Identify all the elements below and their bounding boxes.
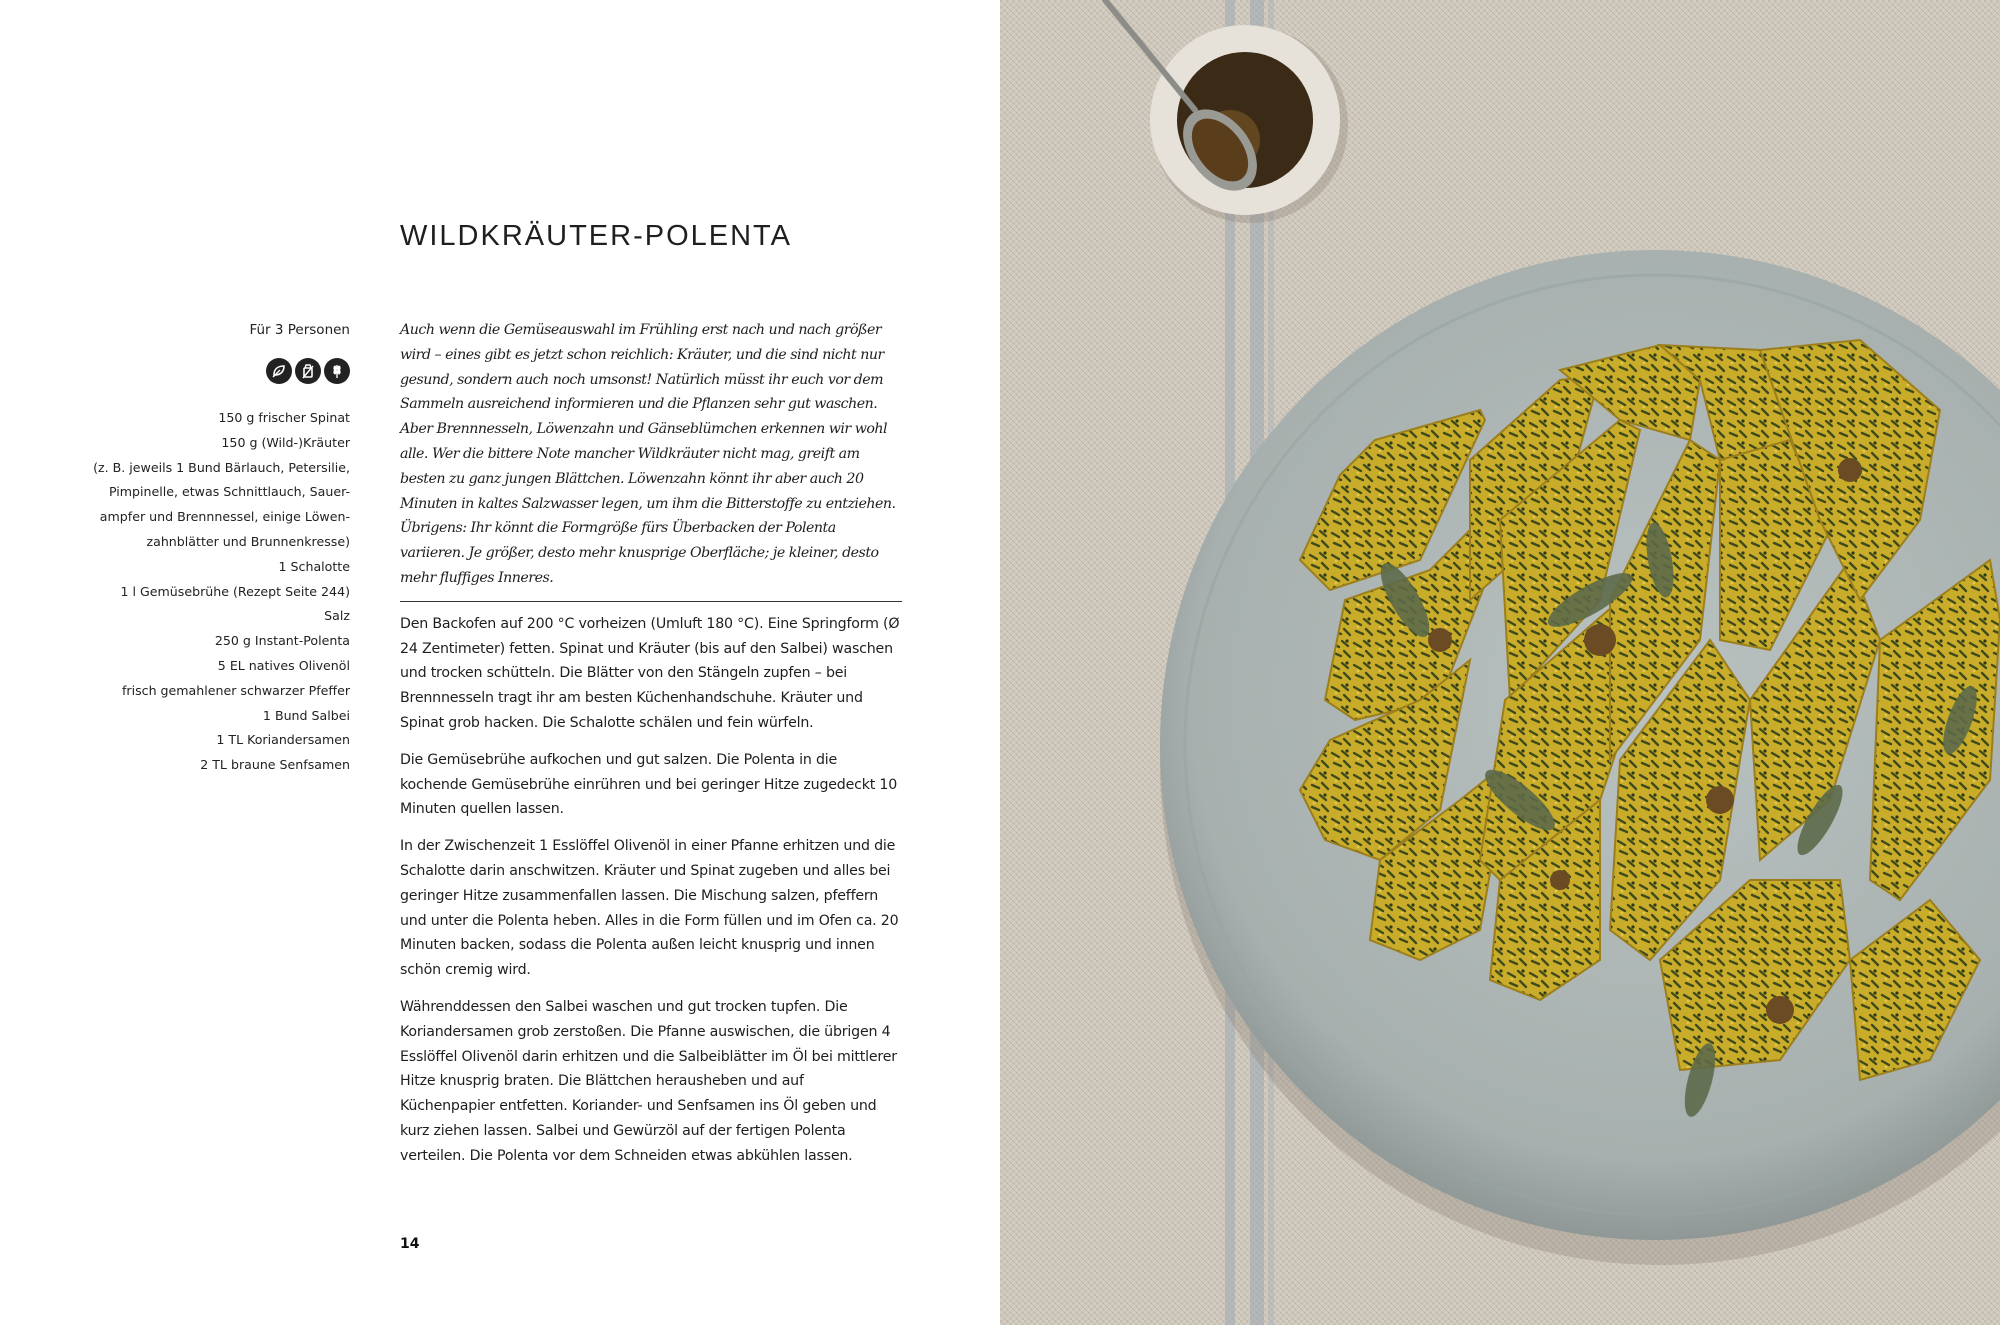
ingredient-item: ampfer und Brennnessel, einige Löwen- <box>99 509 350 525</box>
ingredient-item: 150 g frischer Spinat <box>218 410 350 425</box>
ingredient-item: Pimpinelle, etwas Schnittlauch, Sauer- <box>108 484 350 500</box>
polenta-photo <box>1000 0 2000 1325</box>
step-paragraph-3: In der Zwischenzeit 1 Esslöffel Olivenöl in einer Pfanne erhitzen und die Schalotte darin anschwitzen. Kräuter und Spinat zugeben und alles bei geringer Hitze zusammenfallen lassen. Die Mischung salzen, pfeffern und unter die Polenta heben. Alles in die Form füllen und im Ofen ca. 20 Minuten backen, sodass die Polenta außen leicht knusprig und innen schön cremig wird. <box>400 838 899 979</box>
vegetarian-leaf-icon <box>266 358 292 384</box>
step-paragraph-2: Die Gemüsebrühe aufkochen und gut salzen. Die Polenta in die kochende Gemüsebrühe einrühren und bei geringer Hitze zugedeckt 10 Minuten quellen lassen. <box>400 751 898 818</box>
diet-icons <box>90 358 350 388</box>
ingredients-sidebar <box>90 320 350 778</box>
ingredient-item: (z. B. jeweils 1 Bund Bärlauch, Petersilie, <box>93 459 350 475</box>
ingredient-item: zahnblätter und Brunnenkresse) <box>146 533 350 549</box>
food-photo-page <box>1000 0 2000 1325</box>
ingredient-list <box>90 406 350 778</box>
ingredient-item: 250 g Instant-Polenta <box>214 633 350 649</box>
step-paragraph-1: Den Backofen auf 200 °C vorheizen (Umluft 180 °C). Eine Springform (Ø 24 Zentimeter) fetten. Spinat und Kräuter (bis auf den Salbei) waschen und trocken schütteln. Die Blätter von den Stängeln zupfen – bei Brennnesseln tragt ihr am besten Küchenhandschuhe. Kräuter und Spinat grob hacken. Die Schalotte schälen und fein würfeln. <box>400 615 900 731</box>
page-number: 14 <box>400 1236 420 1252</box>
ingredient-item: 5 EL natives Olivenöl <box>217 657 350 673</box>
ingredient-item: Salz <box>324 608 350 624</box>
ingredient-item: 1 Schalotte <box>278 558 350 574</box>
ingredient-item: frisch gemahlener schwarzer Pfeffer <box>121 682 350 698</box>
step-paragraph-4: Währenddessen den Salbei waschen und gut trocken tupfen. Die Koriandersamen grob zerstoßen. Die Pfanne auswischen, die übrigen 4 Esslöffel Olivenöl darin erhitzen und die Salbeiblätter im Öl bei mittlerer Hitze knusprig braten. Die Blättchen herausheben und auf Küchenpapier entfetten. Koriander- und Senfsamen ins Öl geben und kurz ziehen lassen. Salbei und Gewürzöl auf der fertigen Polenta verteilen. Die Polenta vor dem Schneiden etwas abkühlen lassen. <box>400 998 897 1164</box>
gluten-free-wheat-icon <box>324 358 350 384</box>
intro-paragraph: Auch wenn die Gemüseauswahl im Frühling erst nach und nach größer wird – eines gibt es jetzt schon reichlich: Kräuter, und die sind nicht nur gesund, sondern auch noch umsonst! Natürlich müsst ihr euch vor dem Sammeln ausreichend informieren und die Pflanzen sehr gut waschen. Aber Brennnesseln, Löwenzahn und Gänseblümchen erkennen wir wohl alle. Wer die bittere Note mancher Wildkräuter nicht mag, greift am besten zu ganz jungen Blättchen. Löwenzahn könnt ihr aber auch 20 Minuten in kaltes Salzwasser legen, um ihm die Bitterstoffe zu entziehen. Übrigens: Ihr könnt die Formgröße fürs Überbacken der Polenta variieren. Je größer, desto mehr knusprige Oberfläche; je kleiner, desto mehr fluffiges Inneres. <box>400 318 902 602</box>
ingredient-item: 2 TL braune Senfsamen <box>200 757 350 773</box>
instructions-column <box>400 318 902 1169</box>
ingredient-item: 1 l Gemüsebrühe (Rezept Seite 244) <box>120 583 350 599</box>
recipe-title: WILDKRÄUTER-POLENTA <box>400 220 792 252</box>
ingredient-item: 150 g (Wild-)Kräuter <box>221 434 350 450</box>
ingredient-item: 1 TL Koriandersamen <box>216 732 350 748</box>
lactose-free-icon <box>295 358 321 384</box>
ingredient-item: 1 Bund Salbei <box>262 707 350 723</box>
servings-label: Für 3 Personen <box>249 322 350 338</box>
